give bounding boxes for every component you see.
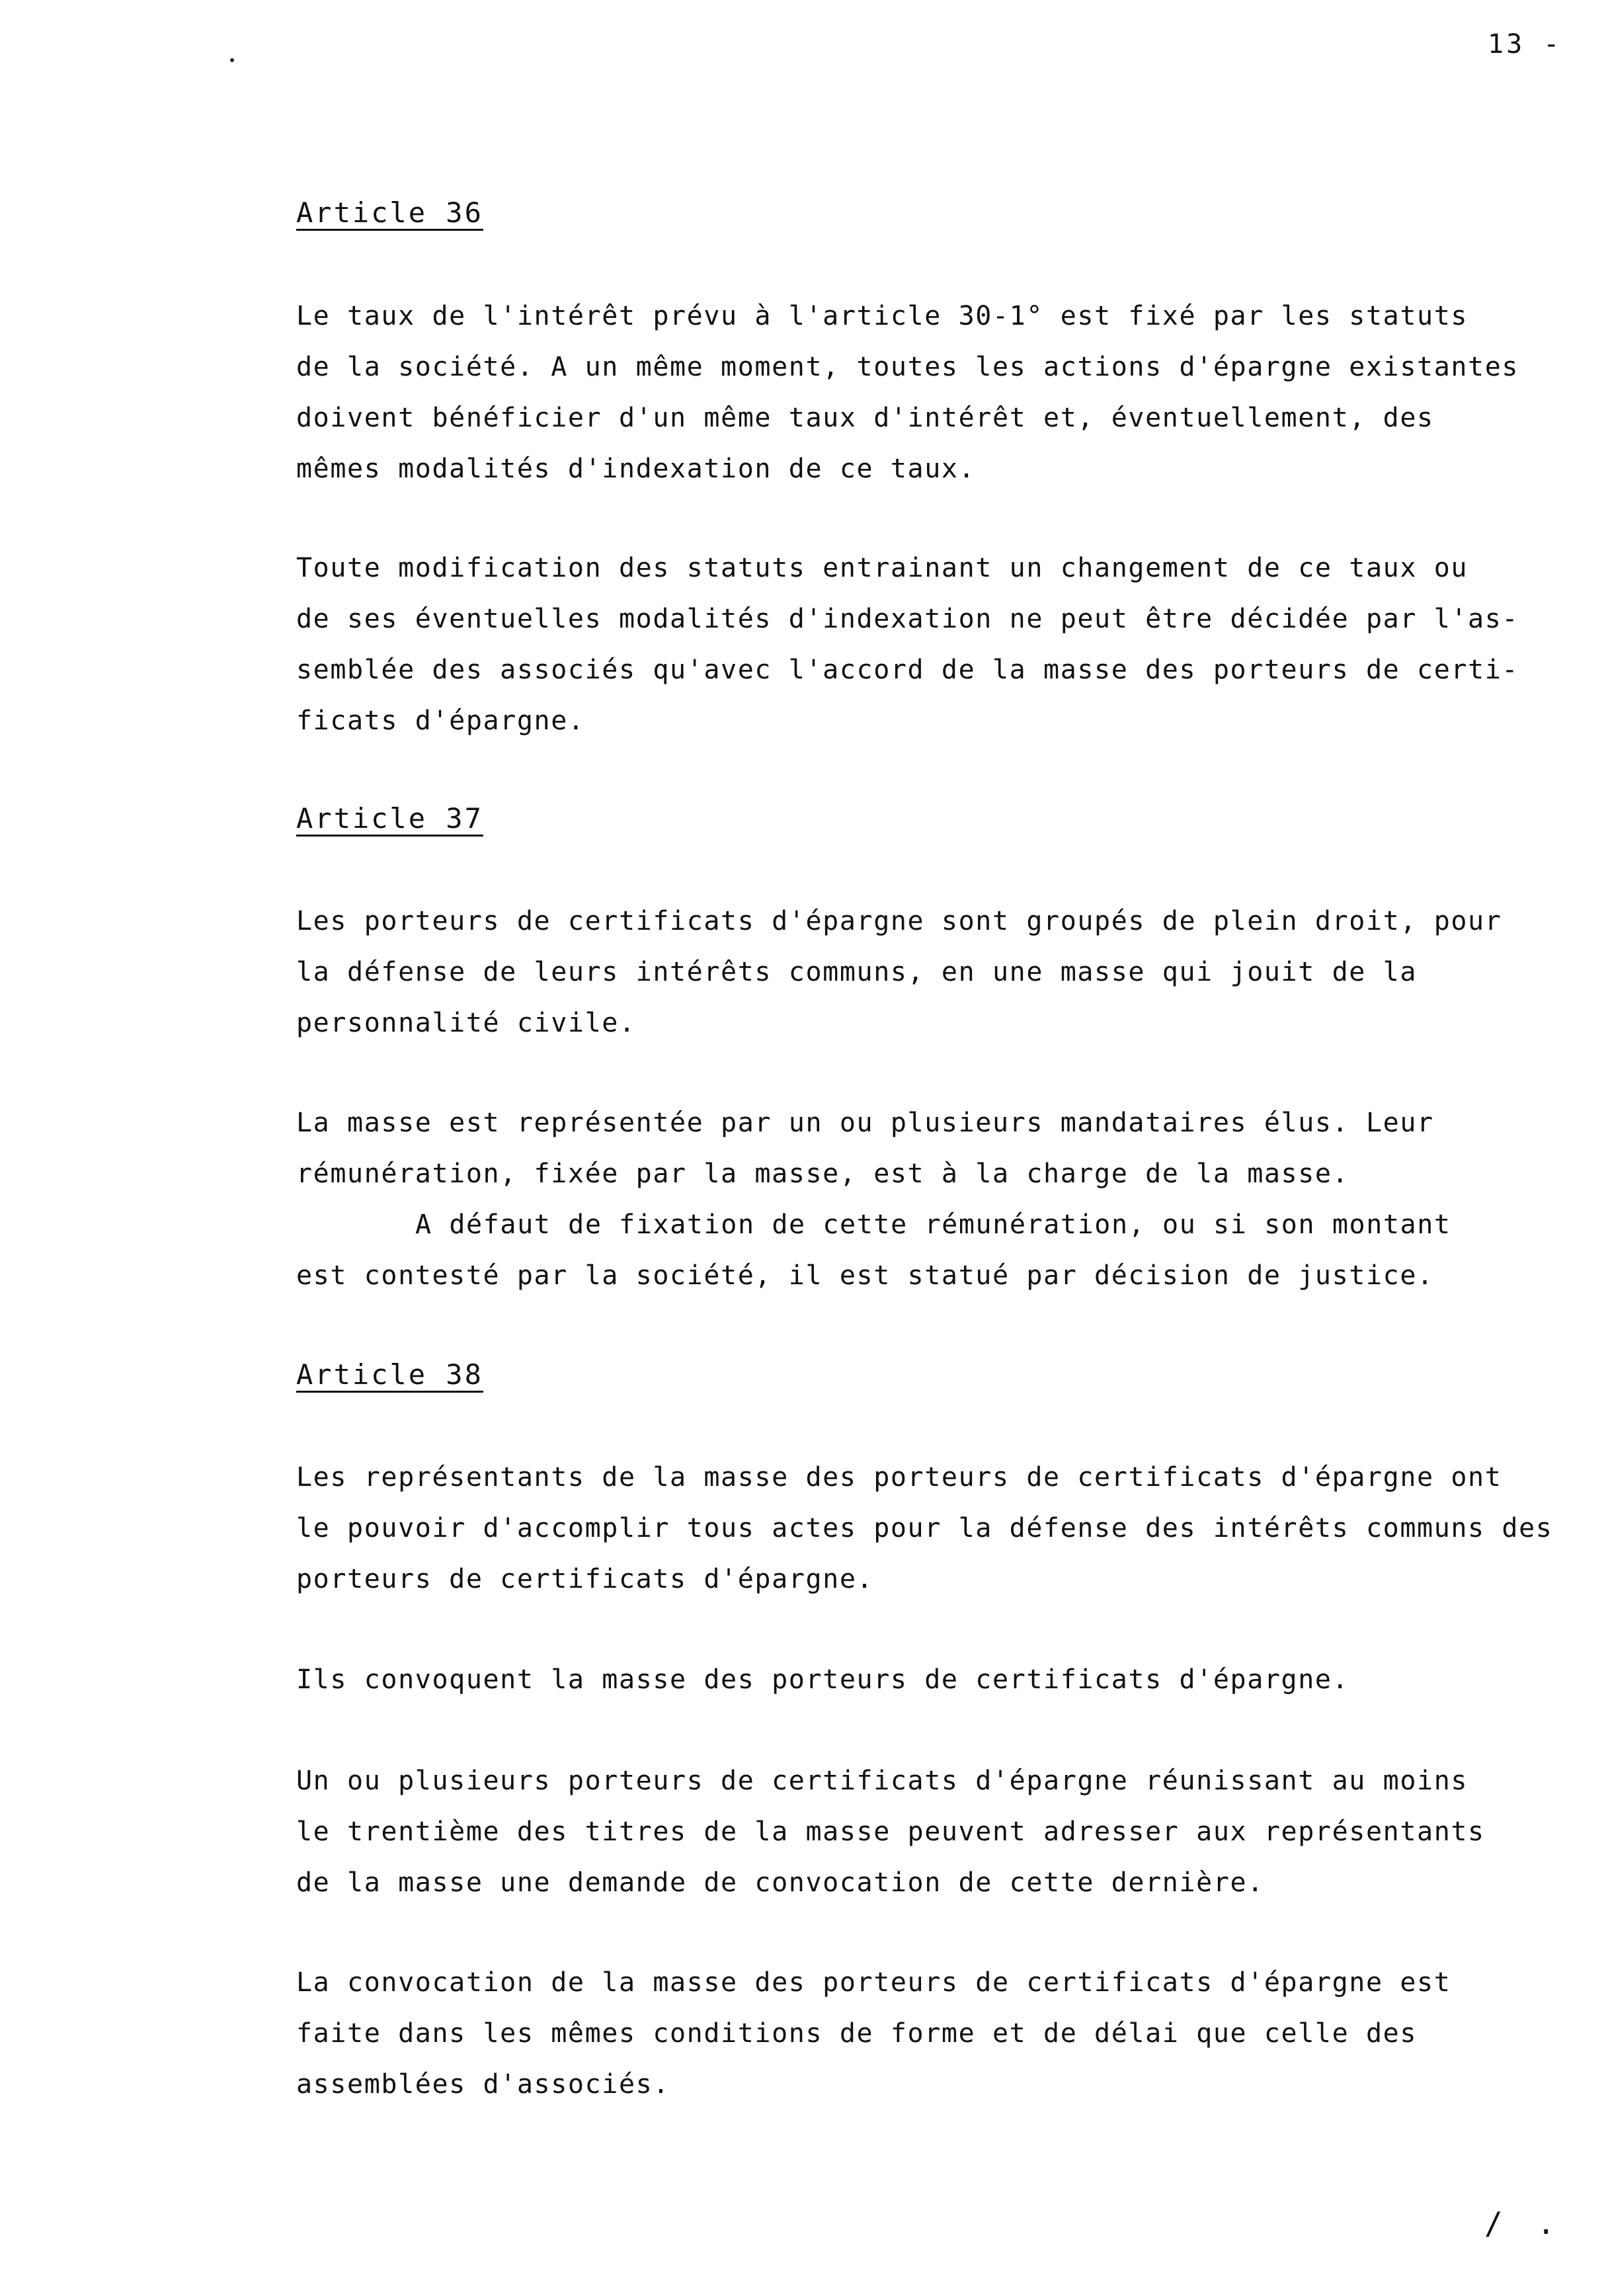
text-line: est contesté par la société, il est statué par décision de justice. [296, 1260, 1434, 1291]
text-line: Un ou plusieurs porteurs de certificats d'épargne réunissant au moins [296, 1766, 1468, 1796]
continuation-mark: / . [1484, 2205, 1564, 2241]
page-number: 13 - [1488, 29, 1562, 60]
article-37-paragraph-1 [296, 896, 1502, 1049]
text-line: mêmes modalités d'indexation de ce taux. [296, 454, 976, 484]
text-line: de la société. A un même moment, toutes les actions d'épargne existantes [296, 352, 1519, 382]
scan-speck [230, 58, 234, 62]
article-36-heading: Article 36 [296, 196, 483, 229]
article-37-heading: Article 37 [296, 802, 483, 835]
article-36-paragraph-2 [296, 543, 1519, 747]
text-line: de la masse une demande de convocation de cette dernière. [296, 1867, 1264, 1898]
article-38-heading: Article 38 [296, 1358, 483, 1391]
article-38-paragraph-3 [296, 1756, 1485, 1908]
text-line: faite dans les mêmes conditions de forme et de délai que celle des [296, 2018, 1418, 2049]
text-line: de ses éventuelles modalités d'indexation ne peut être décidée par l'as- [296, 604, 1519, 634]
text-line: Ils convoquent la masse des porteurs de certificats d'épargne. [296, 1664, 1349, 1695]
article-36-paragraph-1 [296, 291, 1519, 495]
text-line: rémunération, fixée par la masse, est à la charge de la masse. [296, 1159, 1349, 1189]
text-line: Les représentants de la masse des porteurs de certificats d'épargne ont [296, 1462, 1502, 1493]
text-line: la défense de leurs intérêts communs, en une masse qui jouit de la [296, 957, 1418, 987]
text-line: ficats d'épargne. [296, 706, 585, 736]
text-line: doivent bénéficier d'un même taux d'intérêt et, éventuellement, des [296, 403, 1434, 433]
text-line: le pouvoir d'accomplir tous actes pour la défense des intérêts communs des [296, 1513, 1553, 1543]
text-line: porteurs de certificats d'épargne. [296, 1564, 874, 1594]
text-line: Les porteurs de certificats d'épargne sont groupés de plein droit, pour [296, 906, 1502, 936]
text-line: semblée des associés qu'avec l'accord de la masse des porteurs de certi- [296, 655, 1519, 685]
text-line: le trentième des titres de la masse peuvent adresser aux représentants [296, 1817, 1485, 1847]
text-line: La masse est représentée par un ou plusieurs mandataires élus. Leur [296, 1108, 1434, 1138]
text-line: Toute modification des statuts entrainant un changement de ce taux ou [296, 553, 1468, 583]
text-line: assemblées d'associés. [296, 2069, 670, 2100]
article-38-paragraph-4 [296, 1957, 1451, 2110]
text-line: La convocation de la masse des porteurs de certificats d'épargne est [296, 1967, 1451, 1998]
text-line: personnalité civile. [296, 1008, 636, 1038]
text-line: A défaut de fixation de cette rémunération, ou si son montant [415, 1210, 1451, 1240]
text-line: Le taux de l'intérêt prévu à l'article 30-1° est fixé par les statuts [296, 301, 1468, 331]
article-38-paragraph-2 [296, 1655, 1349, 1705]
article-37-paragraph-2 [296, 1098, 1451, 1301]
article-38-paragraph-1 [296, 1452, 1552, 1605]
